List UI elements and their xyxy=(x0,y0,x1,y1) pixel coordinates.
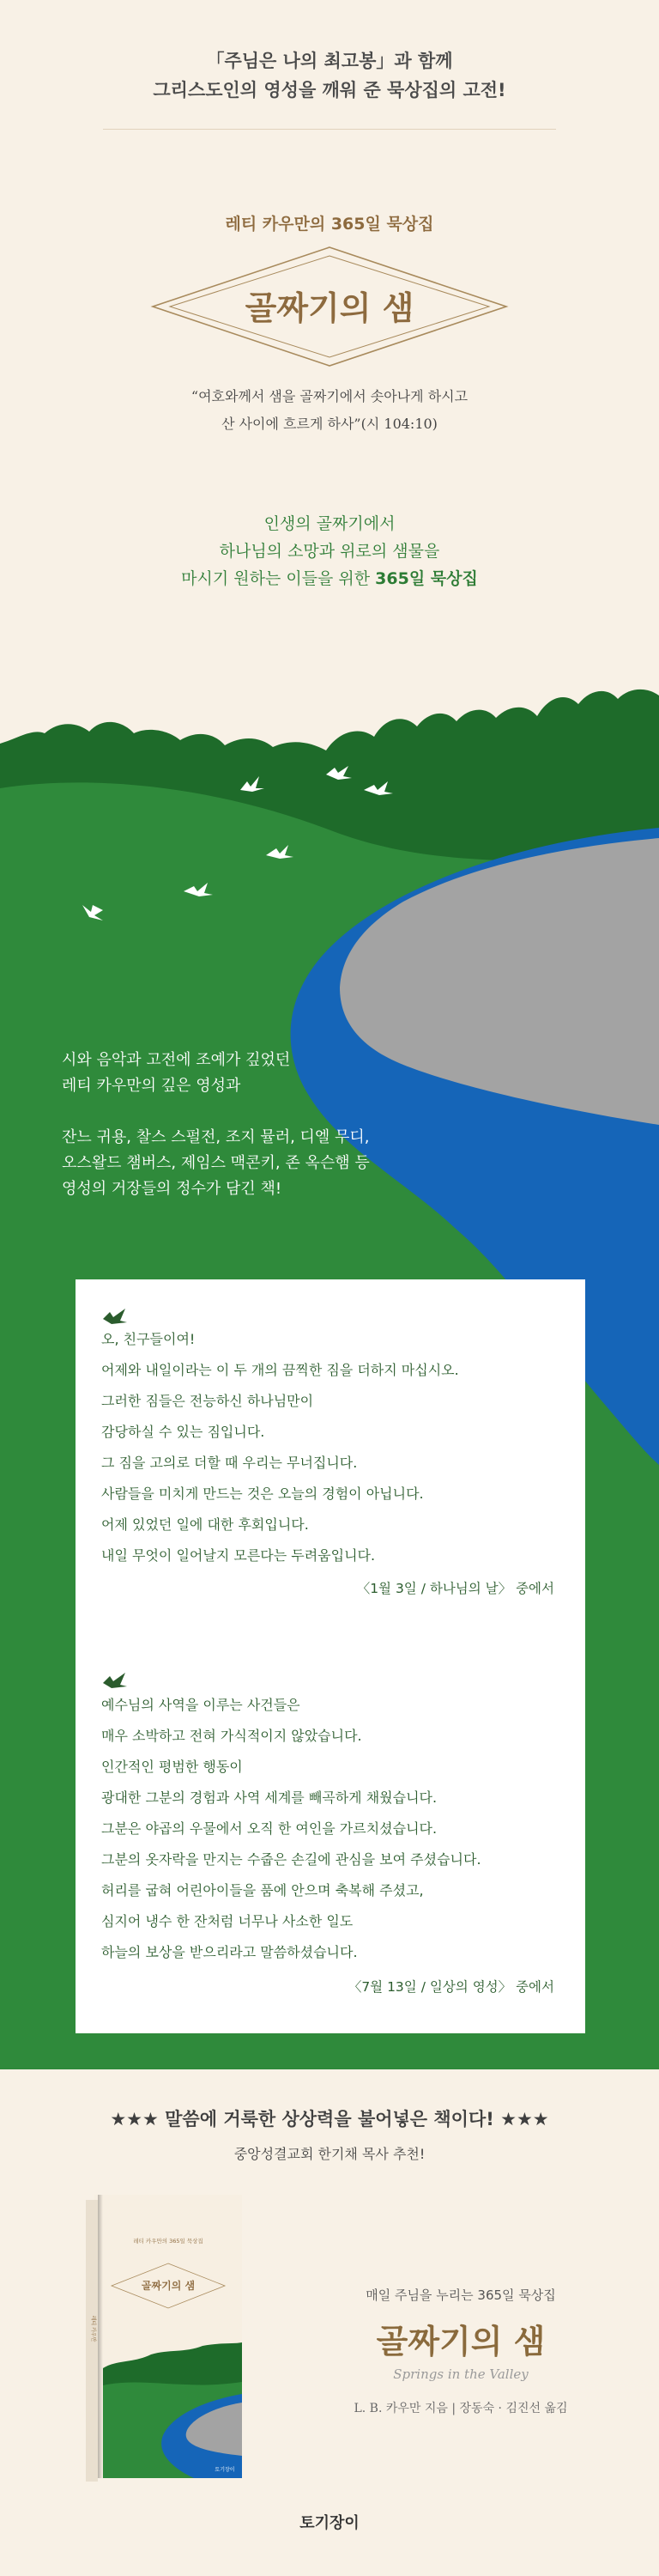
quote-2-line: 허리를 굽혀 어린아이들을 품에 안으며 축복해 주셨고, xyxy=(101,1882,424,1899)
intro-text xyxy=(0,510,659,592)
book-info-subtitle: 매일 주님을 누리는 365일 묵상집 xyxy=(366,2287,556,2303)
quote-card xyxy=(76,1279,585,2033)
quote-2-line: 예수님의 사역을 이루는 사건들은 xyxy=(101,1697,300,1713)
quote-1-line: 감당하실 수 있는 짐입니다. xyxy=(101,1424,265,1440)
quote-2-line: 인간적인 평범한 행동이 xyxy=(101,1759,243,1775)
intro-line-1: 인생의 골짜기에서 xyxy=(263,514,396,533)
quote-1-line: 어제 있었던 일에 대한 후회입니다. xyxy=(101,1516,309,1533)
landscape-description xyxy=(62,1048,370,1202)
cover-title: 골짜기의 샘 xyxy=(141,2280,196,2292)
recommendation-headline: ★★★ 말씀에 거룩한 상상력을 불어넣은 책이다! ★★★ xyxy=(110,2109,549,2129)
landscape-p2-line2: 오스왈드 챔버스, 제임스 맥콘키, 존 옥슨햄 등 xyxy=(62,1154,370,1172)
landscape-p2-line1: 잔느 귀용, 찰스 스펄전, 조지 뮬러, 디엘 무디, xyxy=(62,1128,370,1146)
landscape-spacer xyxy=(62,1099,370,1125)
cover-publisher: 토기장이 xyxy=(215,2467,235,2473)
verse-line-1: “여호와께서 샘을 골짜기에서 솟아나게 하시고 xyxy=(190,388,469,404)
intro-line-3 xyxy=(0,565,659,592)
header-tagline xyxy=(0,46,659,105)
quote-1-line: 어제와 내일이라는 이 두 개의 끔찍한 짐을 더하지 마십시오. xyxy=(101,1362,459,1378)
cover-top-line: 레티 카우만의 365일 묵상집 xyxy=(133,2238,203,2245)
quote-1-source: 〈1월 3일 / 하나님의 날〉 중에서 xyxy=(356,1581,554,1596)
quote-1-line: 오, 친구들이여! xyxy=(101,1331,196,1347)
quote-1-line: 그 짐을 고의로 더할 때 우리는 무너집니다. xyxy=(101,1455,358,1471)
recommendation-by: 중앙성결교회 한기채 목사 추천! xyxy=(233,2146,426,2162)
quote-1-line: 그러한 짐들은 전능하신 하나님만이 xyxy=(101,1393,314,1409)
quote-2-source: 〈7월 13일 / 일상의 영성〉 중에서 xyxy=(348,1979,554,1995)
quote-2-line: 매우 소박하고 전혀 가식적이지 않았습니다. xyxy=(101,1728,362,1744)
book-title: 골짜기의 샘 xyxy=(245,289,414,327)
landscape-p1-line1: 시와 음악과 고전에 조예가 깊었던 xyxy=(62,1051,291,1069)
bird-icon xyxy=(101,1671,129,1688)
quote-2-line: 그분의 옷자락을 만지는 수줍은 손길에 관심을 보여 주셨습니다. xyxy=(101,1851,481,1868)
intro-line-3-bold: 365일 묵상집 xyxy=(375,569,478,588)
quote-2-line: 하늘의 보상을 받으리라고 말씀하셨습니다. xyxy=(101,1944,358,1960)
quote-1-line: 내일 무엇이 일어날지 모른다는 두려움입니다. xyxy=(101,1547,376,1564)
book-subtitle: 레티 카우만의 365일 묵상집 xyxy=(225,215,434,234)
bible-verse xyxy=(0,383,659,438)
publisher-logo: 토기장이 xyxy=(299,2514,360,2532)
diamond-frame-icon xyxy=(149,244,510,369)
quote-1-line: 사람들을 미치게 만드는 것은 오늘의 경험이 아닙니다. xyxy=(101,1485,424,1502)
book-info-authors: L. B. 카우만 지음 | 장동숙 · 김진선 옮김 xyxy=(354,2402,568,2415)
bird-icon xyxy=(101,1307,129,1324)
book-info-title: 골짜기의 샘 xyxy=(376,2322,546,2360)
quote-2-line: 광대한 그분의 경험과 사역 세계를 빼곡하게 채웠습니다. xyxy=(101,1789,438,1806)
header-line-2: 그리스도인의 영성을 깨워 준 묵상집의 고전! xyxy=(153,80,506,100)
header-line-1: 「주님은 나의 최고봉」과 함께 xyxy=(206,51,453,71)
intro-line-2: 하나님의 소망과 위로의 샘물을 xyxy=(219,542,440,561)
header-divider xyxy=(103,129,556,130)
quote-2-line: 그분은 야곱의 우물에서 오직 한 여인을 가르치셨습니다. xyxy=(101,1820,438,1837)
quote-2-line: 심지어 냉수 한 잔처럼 너무나 사소한 일도 xyxy=(101,1913,354,1929)
book-info-english-title: Springs in the Valley xyxy=(393,2366,529,2382)
book-cover-image xyxy=(82,2191,245,2483)
intro-line-3-prefix: 마시기 원하는 이들을 위한 xyxy=(181,569,376,588)
landscape-p1-line2: 레티 카우만의 깊은 영성과 xyxy=(62,1077,241,1095)
cover-spine-text: 레티 카우만 xyxy=(90,2315,96,2342)
verse-line-2: 산 사이에 흐르게 하사”(시 104:10) xyxy=(221,416,438,432)
landscape-p2-line3: 영성의 거장들의 정수가 담긴 책! xyxy=(62,1180,282,1198)
